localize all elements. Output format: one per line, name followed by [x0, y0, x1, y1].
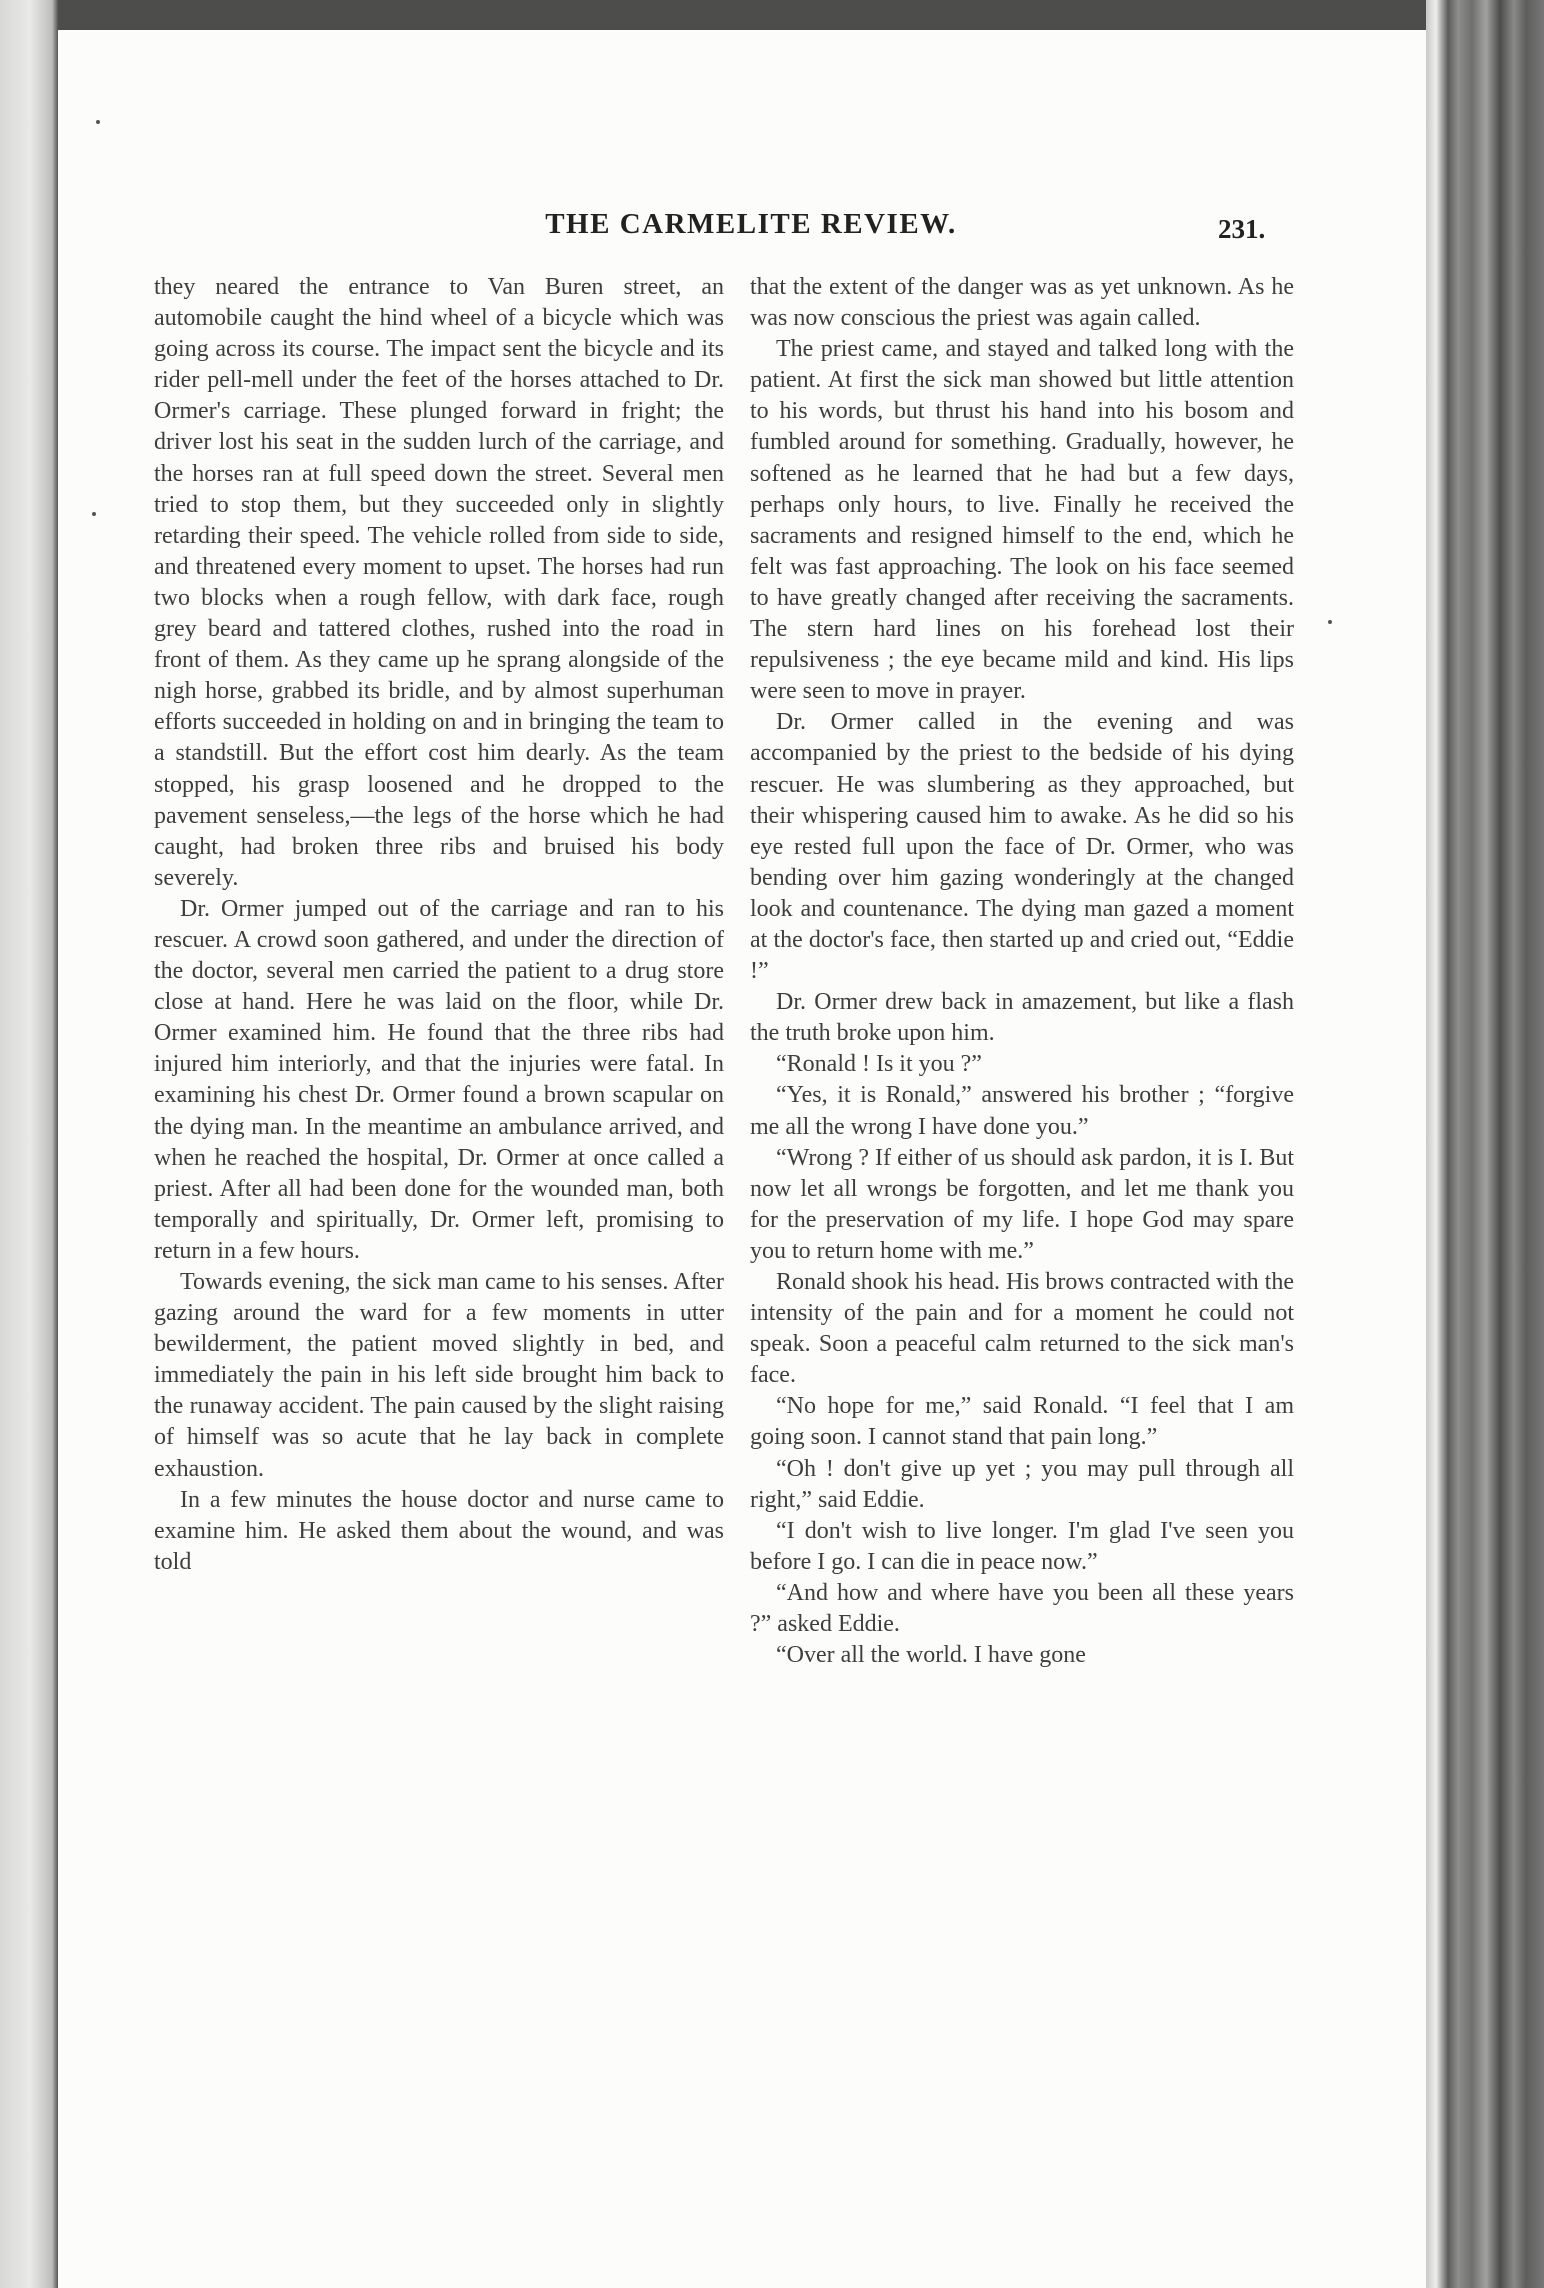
- page-number: 231.: [1218, 214, 1266, 244]
- left-column: [154, 272, 724, 1578]
- right-column: [750, 272, 1294, 1671]
- book-page-edges: [1426, 0, 1544, 2288]
- paragraph: Dr. Ormer jumped out of the carriage and ran to his rescuer. A crowd soon gathered, and under the direction of the doctor, several men carried the patient to a drug store close at hand. Here he was laid on the floor, while Dr. Ormer examined him. He found that the three ribs had injured him interiorly, and that the injuries were fatal. In examining his chest Dr. Ormer found a brown scapular on the dying man. In the meantime an ambulance arrived, and when he reached the hospital, Dr. Ormer at once called a priest. After all had been done for the wounded man, both temporally and spiritually, Dr. Ormer left, promising to return in a few hours.: [154, 895, 724, 1264]
- running-head: THE CARMELITE REVIEW.: [545, 208, 957, 240]
- paragraph: “No hope for me,” said Ronald. “I feel that I am going soon. I cannot stand that pain long.”: [750, 1393, 1294, 1451]
- paragraph: In a few minutes the house doctor and nurse came to examine him. He asked them about the wound, and was told: [154, 1486, 724, 1575]
- paragraph: “Wrong ? If either of us should ask pardon, it is I. But now let all wrongs be forgotten, and let me thank you for the preservation of my life. I hope God may spare you to return home with me.”: [750, 1144, 1294, 1264]
- paragraph: “And how and where have you been all these years ?” asked Eddie.: [750, 1579, 1294, 1638]
- paragraph: that the extent of the danger was as yet unknown. As he was now conscious the priest was again called.: [750, 274, 1294, 332]
- paragraph: Dr. Ormer drew back in amazement, but like a flash the truth broke upon him.: [750, 989, 1294, 1047]
- scan-speck: [1328, 620, 1332, 624]
- paragraph: The priest came, and stayed and talked long with the patient. At first the sick man showed but little attention to his words, but thrust his hand into his bosom and fumbled around for something. Gradually, however, he softened as he learned that he had but a few days, perhaps only hours, to live. Finally he received the sacraments and resigned himself to the end, which he felt was fast approaching. The look on his face seemed to have greatly changed after receiving the sacraments. The stern hard lines on his forehead lost their repulsiveness ; the eye became mild and kind. His lips were seen to move in prayer.: [750, 336, 1294, 705]
- paragraph: Dr. Ormer called in the evening and was accompanied by the priest to the bedside of his dying rescuer. He was slumbering as they approached, but their whispering caused him to awake. As he did so his eye rested full upon the face of Dr. Ormer, who was bending over him gazing wonderingly at the changed look and countenance. The dying man gazed a moment at the doctor's face, then started up and cried out, “Eddie !”: [750, 709, 1294, 985]
- paragraph: “Oh ! don't give up yet ; you may pull through all right,” said Eddie.: [750, 1455, 1294, 1513]
- paragraph: “I don't wish to live longer. I'm glad I've seen you before I go. I can die in peace now.”: [750, 1517, 1294, 1575]
- scan-border-left: [0, 0, 58, 2288]
- paragraph: “Over all the world. I have gone: [776, 1642, 1086, 1669]
- paragraph: they neared the entrance to Van Buren street, an automobile caught the hind wheel of a bicycle which was going across its course. The impact sent the bicycle and its rider pell-mell under the feet of the horses attached to Dr. Ormer's carriage. These plunged forward in fright; the driver lost his seat in the sudden lurch of the carriage, and the horses ran at full speed down the street. Several men tried to stop them, but they succeeded only in slightly retarding their speed. The vehicle rolled from side to side, and threatened every moment to upset. The horses had run two blocks when a rough fellow, with dark face, rough grey beard and tattered clothes, rushed into the road in front of them. As they came up he sprang alongside of the nigh horse, grabbed its bridle, and by almost superhuman efforts succeeded in holding on and in bringing the team to a standstill. But the effort cost him dearly. As the team stopped, his grasp loosened and he dropped to the pavement senseless,—the legs of the horse which he had caught, had broken three ribs and bruised his body severely.: [154, 274, 724, 891]
- scan-speck: [96, 120, 100, 124]
- paragraph: “Ronald ! Is it you ?”: [776, 1051, 982, 1078]
- paragraph: Ronald shook his head. His brows contracted with the intensity of the pain and for a moment he could not speak. Soon a peaceful calm returned to the sick man's face.: [750, 1269, 1294, 1389]
- scan-speck: [92, 512, 96, 516]
- paragraph: “Yes, it is Ronald,” answered his brother ; “forgive me all the wrong I have done you.”: [750, 1082, 1294, 1140]
- scan-border-top: [0, 0, 1544, 30]
- paragraph: Towards evening, the sick man came to his senses. After gazing around the ward for a few moments in utter bewilderment, the patient moved slightly in bed, and immediately the pain in his left side brought him back to the runaway accident. The pain caused by the slight raising of himself was so acute that he lay back in complete exhaustion.: [154, 1269, 724, 1482]
